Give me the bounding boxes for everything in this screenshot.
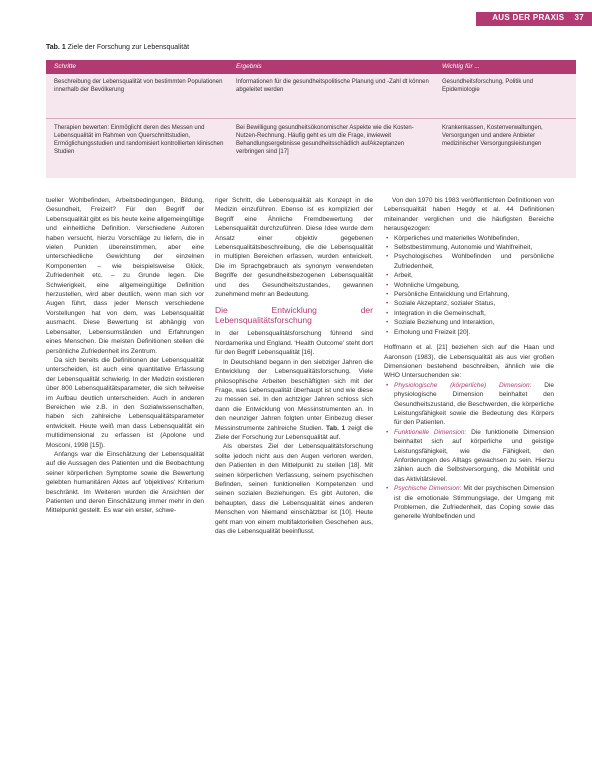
list-item xyxy=(394,428,554,484)
table-cell: Beschreibung der Lebensqualität von bestimmten Populationen innerhalb der Bevölkerung xyxy=(54,79,223,93)
list-item: • Wohnliche Umgebung, xyxy=(394,281,554,290)
paragraph-text: zeigt die Ziele der Forschung zur Lebensqualität auf. xyxy=(215,424,373,441)
table-caption-text: Ziele der Forschung zur Lebensqualität xyxy=(67,44,190,51)
table-cell: Informationen für die gesundheitspolitische Planung und -Zahl dt können abgeleitet werden xyxy=(236,79,429,93)
list-item: • Soziale Akzeptanz, sozialer Status, xyxy=(394,299,554,308)
dimension-term: Funktionelle Dimension: xyxy=(394,428,467,436)
text-column-middle xyxy=(215,196,373,536)
list-item: • Soziale Beziehung und Interaktion, xyxy=(394,318,554,327)
table-header-cell: Schritte xyxy=(54,63,77,70)
list-item: • Erholung und Freizeit [20]. xyxy=(394,328,554,337)
text-column-right xyxy=(384,196,554,522)
table-row-divider xyxy=(46,118,576,119)
dimension-term: Physiologische (körperliche) Dimension: xyxy=(394,381,532,389)
list-item xyxy=(394,484,554,522)
paragraph-text: In Deutschland begann in den siebziger Jahren die Entwicklung der Lebensqualitätsforschung. Viele philosophische Arbeiten beschäftigten sich mit der Frage, was Lebensqualität überhaupt ist und wie diese zu messen sei. In den achtziger Jahren schloss sich dann die Entwicklung von Messinstrumenten an. In den neunziger Jahren folgten unter Einbezug dieser Messinstrumente zahlreiche Studien. xyxy=(215,358,373,432)
table-header-cell: Wichtig für ... xyxy=(442,63,480,70)
paragraph: riger Schritt, die Lebensqualität als Konzept in die Medizin einzuführen. Ebenso ist es kompliziert der Begriff eine Ähnliche Fremdbewertung der Lebensqualität durchzuführen. Diese Idee wurde dem Ansatz einer objektiv gegebenen Lebensqualitätsbeschreibung, die die Lebensqualität in multiplen Bereichen erfassen, wurden entwickelt. Die im Sprachgebrauch als synonym verwendeten Begriffe der gesundheitsbezogenen Lebensqualität und des Gesundheitszustandes, gewannen zunehmend mehr an Bedeutung. xyxy=(215,197,373,299)
table-cell: Bei Bewilligung gesundheitsökonomischer Aspekte wie die Kosten-Nutzen-Rechnung. Häufig geht es um die Frage, inwieweit Behandlungsergebnisse gesundheitsschädlich aufAkzeptanzen verbringen sind [17] xyxy=(236,125,414,155)
table-reference: Tab. 1 xyxy=(326,424,346,432)
paragraph: Hoffmann et al. [21] beziehen sich auf die Haan und Aaronson (1983), die Lebensqualität als aus vier großen Dimensionen bestehend beschreiben, ähnlich wie die WHO Untersuchenden sie: xyxy=(384,344,554,380)
dimension-list xyxy=(384,381,554,522)
dimension-text: Die physiologische Dimension beinhaltet den Gesundheitszustand, die Beschwerden, die körperliche Leistungsfähigkeit sowie die Bedeutung des Körpers für den Patienten. xyxy=(394,381,554,427)
text-column-left xyxy=(46,196,204,516)
paragraph: Von den 1970 bis 1983 veröffentlichten Definitionen von Lebensqualität haben Hegdy et al. 44 Definitionen miteinander verglichen und die häufigsten Bereiche herausgezogen: xyxy=(384,197,554,233)
list-item: • Integration in die Gemeinschaft, xyxy=(394,309,554,318)
page-number: 37 xyxy=(574,13,584,22)
section-label: AUS DER PRAXIS xyxy=(492,13,565,22)
table-caption xyxy=(46,44,189,51)
table-row xyxy=(46,124,576,174)
running-header xyxy=(0,0,592,26)
paragraph: Anfangs war die Einschätzung der Lebensqualität auf die Aussagen des Patienten und die Beobachtung seiner körperlichen Symptome sowie die Bewertung gelebten humanitären Aktes auf 'objektives' Kriterium beschränkt. Im Weiteren wurden die Ansichten der Patienten und deren Einschätzung immer mehr in den Mittelpunkt gestellt. Es war ein erster, schwe- xyxy=(46,450,204,515)
paragraph: In der Lebensqualitätsforschung führend sind Nordamerika und England. 'Health Outcome' steht dort für den Begriff Lebensqualität [16]. xyxy=(215,330,373,357)
list-item xyxy=(394,381,554,428)
domain-list xyxy=(384,234,554,337)
paragraph: Als oberstes Ziel der Lebensqualitätsforschung sollte jedoch nicht aus den Augen verloren werden, den Patienten in den Mittelpunkt zu stellen [18]. Mit seinen körperlichen Verfassung, seinem psychischen Befinden, seinen funktionellen Kompetenzen und seinen sozialen Beziehungen. Es gibt Autoren, die behaupten, dass die Lebensqualität eines anderen Menschen von Niemand einschätzbar ist [10]. Heute geht man von einem multifaktoriellen Geschehen aus, das die Lebensqualität beeinflusst. xyxy=(215,443,373,535)
table-row xyxy=(46,78,576,118)
dimension-text: Die funktionelle Dimension beinhaltet sich auf körperliche und geistige Leistungsfähigkeit, wie die Fähigkeit, den Anforderungen des Alltags gewachsen zu sein. Hierzu zählen auch die Selbstversorgung, die Mobilität und das Aktivitätslevel. xyxy=(394,428,554,483)
list-item: • Körperliches und materielles Wohlbefinden, xyxy=(394,234,554,243)
table-header-cell: Ergebnis xyxy=(236,63,262,70)
paragraph: tueller Wohlbefinden, Arbeitsbedingungen, Bildung, Gesundheit, Freizeit? Für den Begriff der Lebensqualität gibt es bis heute keine allgemeingültige und einheitliche Definition. Verschiedene Autoren haben versucht, hierzu Vorschläge zu liefern, die in vielen Punkten übereinstimmen, aber eine unterschiedliche Gewichtung der einzelnen Komponenten – wie beispielsweise Glück, Zufriedenheit etc. – zu Grunde legen. Die Schwierigkeit, eine allgemeingültige Definition herzustellen, wird aber deutlich, wenn man sich vor Augen führt, dass jeder Mensch verschiedene Vorstellungen hat von dem, was Lebensqualität ausmacht. Diese Bewertung ist abhängig von Lebensalter, Lebensumständen und Erfahrungen eines Menschen. Die meisten Definitionen stellen die persönliche Zufriedenheit ins Zentrum. xyxy=(46,197,204,355)
header-label xyxy=(492,13,584,22)
dimension-text: Mit der psychischen Dimension ist die emotionale Stimmungslage, der Umgang mit Problemen, die Zufriedenheit, das Coping sowie das generelle Wohlbefinden und xyxy=(394,485,554,521)
paragraph: Da sich bereits die Definitionen der Lebensqualität unterscheiden, ist auch eine quantitative Erfassung der Lebensqualität schwierig. In der Medizin existieren über 800 Lebensqualitätsparameter, die sich teilweise im Aufbau deutlich unterscheiden. Auch in anderen Bereichen wie z.B. in den Sozialwissenschaften, haben sich zahlreiche Lebensqualitätsparameter entwickelt. Heute weiß man dass Lebensqualität ein multidimensional zu erfassen ist (Apolone und Mosconi, 1998 [15]). xyxy=(46,356,204,449)
goals-table xyxy=(46,60,576,178)
section-heading: Die Entwicklung der Lebensqualitätsforschung xyxy=(215,305,373,326)
list-item: • Arbeit, xyxy=(394,271,554,280)
list-item: • Psychologisches Wohlbefinden und persönliche Zufriedenheit, xyxy=(394,252,554,271)
paragraph xyxy=(215,358,373,443)
table-caption-label: Tab. 1 xyxy=(46,44,66,51)
list-item: • Selbstbestimmung, Autonomie und Wahlfreiheit, xyxy=(394,243,554,252)
dimension-term: Psychische Dimension: xyxy=(394,485,462,493)
table-cell: Therapien bewerten: Einmöglicht deren des Messen und Lebensqualität im Rahmen von Querschnittstudien, Ermöglichungsstudien und randomisiert kontrollierten klinischen Studien xyxy=(54,125,224,155)
table-header-row xyxy=(46,60,576,74)
table-cell: Krankenkassen, Kostenverwaltungen, Versorgungen und andere Anbieter medizinischer Versorgungsleistungen xyxy=(442,125,543,147)
table-cell: Gesundheitsforschung, Politik und Epidemiologie xyxy=(442,79,534,93)
list-item: • Persönliche Entwicklung und Erfahrung, xyxy=(394,290,554,299)
